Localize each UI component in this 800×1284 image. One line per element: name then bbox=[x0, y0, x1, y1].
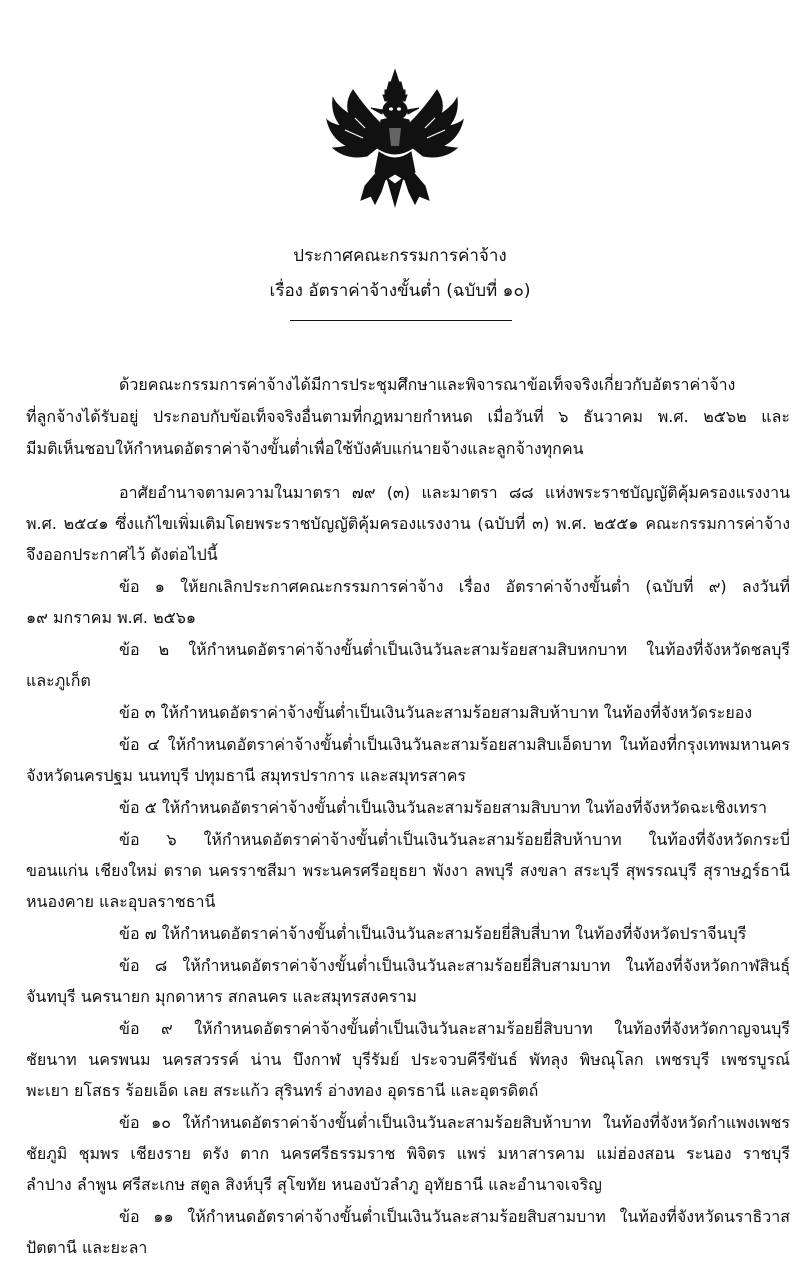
clause-11-line: ข้อ ๑๑ ให้กำหนดอัตราค่าจ้างขั้นต่ำเป็นเงินวันละสามร้อยสิบสามบาท ในท้องที่จังหวัดนราธิวาส bbox=[119, 1207, 790, 1226]
preamble-line: ด้วยคณะกรรมการค่าจ้างได้มีการประชุมศึกษาและพิจารณาข้อเท็จจริงเกี่ยวกับอัตราค่าจ้าง bbox=[119, 375, 736, 394]
garuda-emblem bbox=[325, 68, 465, 214]
authority-line: อาศัยอำนาจตามความในมาตรา ๗๙ (๓) และมาตรา ๘๘ แห่งพระราชบัญญัติคุ้มครองแรงงาน bbox=[119, 483, 790, 502]
clause-1-line: ๑๙ มกราคม พ.ศ. ๒๕๖๑ bbox=[26, 608, 197, 627]
clause-10-line: ลำปาง ลำพูน ศรีสะเกษ สตูล สิงห์บุรี สุโขทัย หนองบัวลำภู อุทัยธานี และอำนาจเจริญ bbox=[26, 1175, 602, 1194]
clause-11-line: ปัตตานี และยะลา bbox=[26, 1238, 148, 1257]
preamble-line: มีมติเห็นชอบให้กำหนดอัตราค่าจ้างขั้นต่ำเพื่อใช้บังคับแก่นายจ้างและลูกจ้างทุกคน bbox=[26, 439, 584, 458]
clause-7-line: ข้อ ๗ ให้กำหนดอัตราค่าจ้างขั้นต่ำเป็นเงินวันละสามร้อยยี่สิบสี่บาท ในท้องที่จังหวัดปราจีนบุรี bbox=[119, 924, 747, 943]
clause-4-line: ข้อ ๔ ให้กำหนดอัตราค่าจ้างขั้นต่ำเป็นเงินวันละสามร้อยสามสิบเอ็ดบาท ในท้องที่กรุงเทพมหานคร bbox=[119, 735, 790, 754]
announcement-subject: เรื่อง อัตราค่าจ้างขั้นต่ำ (ฉบับที่ ๑๐) bbox=[269, 281, 531, 301]
preamble-line: ที่ลูกจ้างได้รับอยู่ ประกอบกับข้อเท็จจริงอื่นตามที่กฎหมายกำหนด เมื่อวันที่ ๖ ธันวาคม พ.ศ. ๒๕๖๒ และ bbox=[26, 407, 791, 426]
clause-9-line: ข้อ ๙ ให้กำหนดอัตราค่าจ้างขั้นต่ำเป็นเงินวันละสามร้อยยี่สิบบาท ในท้องที่จังหวัดกาญจนบุรี bbox=[119, 1019, 790, 1038]
clause-1-line: ข้อ ๑ ให้ยกเลิกประกาศคณะกรรมการค่าจ้าง เรื่อง อัตราค่าจ้างขั้นต่ำ (ฉบับที่ ๙) ลงวันที่ bbox=[119, 577, 790, 596]
announcement-title: ประกาศคณะกรรมการค่าจ้าง bbox=[293, 246, 507, 266]
clause-6-line: ข้อ ๖ ให้กำหนดอัตราค่าจ้างขั้นต่ำเป็นเงินวันละสามร้อยยี่สิบห้าบาท ในท้องที่จังหวัดกระบี่ bbox=[119, 830, 790, 849]
clause-8-line: จันทบุรี นครนายก มุกดาหาร สกลนคร และสมุทรสงคราม bbox=[26, 987, 417, 1006]
clause-3-line: ข้อ ๓ ให้กำหนดอัตราค่าจ้างขั้นต่ำเป็นเงินวันละสามร้อยสามสิบห้าบาท ในท้องที่จังหวัดระยอง bbox=[119, 703, 753, 722]
authority-line: พ.ศ. ๒๕๔๑ ซึ่งแก้ไขเพิ่มเติมโดยพระราชบัญญัติคุ้มครองแรงงาน (ฉบับที่ ๓) พ.ศ. ๒๕๕๑ คณะกรรมการค่าจ้าง bbox=[26, 514, 790, 533]
clause-6-line: หนองคาย และอุบลราชธานี bbox=[26, 892, 216, 911]
clause-5-line: ข้อ ๕ ให้กำหนดอัตราค่าจ้างขั้นต่ำเป็นเงินวันละสามร้อยสามสิบบาท ในท้องที่จังหวัดฉะเชิงเทรา bbox=[119, 798, 767, 817]
clause-4-line: จังหวัดนครปฐม นนทบุรี ปทุมธานี สมุทรปราการ และสมุทรสาคร bbox=[26, 766, 466, 785]
title-divider bbox=[290, 320, 512, 321]
clause-10-line: ข้อ ๑๐ ให้กำหนดอัตราค่าจ้างขั้นต่ำเป็นเงินวันละสามร้อยสิบห้าบาท ในท้องที่จังหวัดกำแพงเพชร bbox=[119, 1113, 790, 1132]
clause-8-line: ข้อ ๘ ให้กำหนดอัตราค่าจ้างขั้นต่ำเป็นเงินวันละสามร้อยยี่สิบสามบาท ในท้องที่จังหวัดกาฬสินธุ์ bbox=[119, 956, 790, 975]
clause-10-line: ชัยภูมิ ชุมพร เชียงราย ตรัง ตาก นครศรีธรรมราช พิจิตร แพร่ มหาสารคาม แม่ฮ่องสอน ระนอง ราชบุรี bbox=[26, 1144, 790, 1163]
clause-6-line: ขอนแก่น เชียงใหม่ ตราด นครราชสีมา พระนครศรีอยุธยา พังงา ลพบุรี สงขลา สระบุรี สุพรรณบุรี สุราษฎร์ธานี bbox=[26, 861, 790, 880]
authority-line: จึงออกประกาศไว้ ดังต่อไปนี้ bbox=[26, 545, 218, 564]
clause-9-line: พะเยา ยโสธร ร้อยเอ็ด เลย สระแก้ว สุรินทร์ อ่างทอง อุดรธานี และอุตรดิตถ์ bbox=[26, 1081, 539, 1100]
clause-9-line: ชัยนาท นครพนม นครสวรรค์ น่าน บึงกาฬ บุรีรัมย์ ประจวบคีรีขันธ์ พัทลุง พิษณุโลก เพชรบุรี เพชรบูรณ์ bbox=[26, 1050, 790, 1069]
clause-2-line: ข้อ ๒ ให้กำหนดอัตราค่าจ้างขั้นต่ำเป็นเงินวันละสามร้อยสามสิบหกบาท ในท้องที่จังหวัดชลบุรี bbox=[119, 640, 790, 659]
clause-2-line: และภูเก็ต bbox=[26, 671, 91, 690]
